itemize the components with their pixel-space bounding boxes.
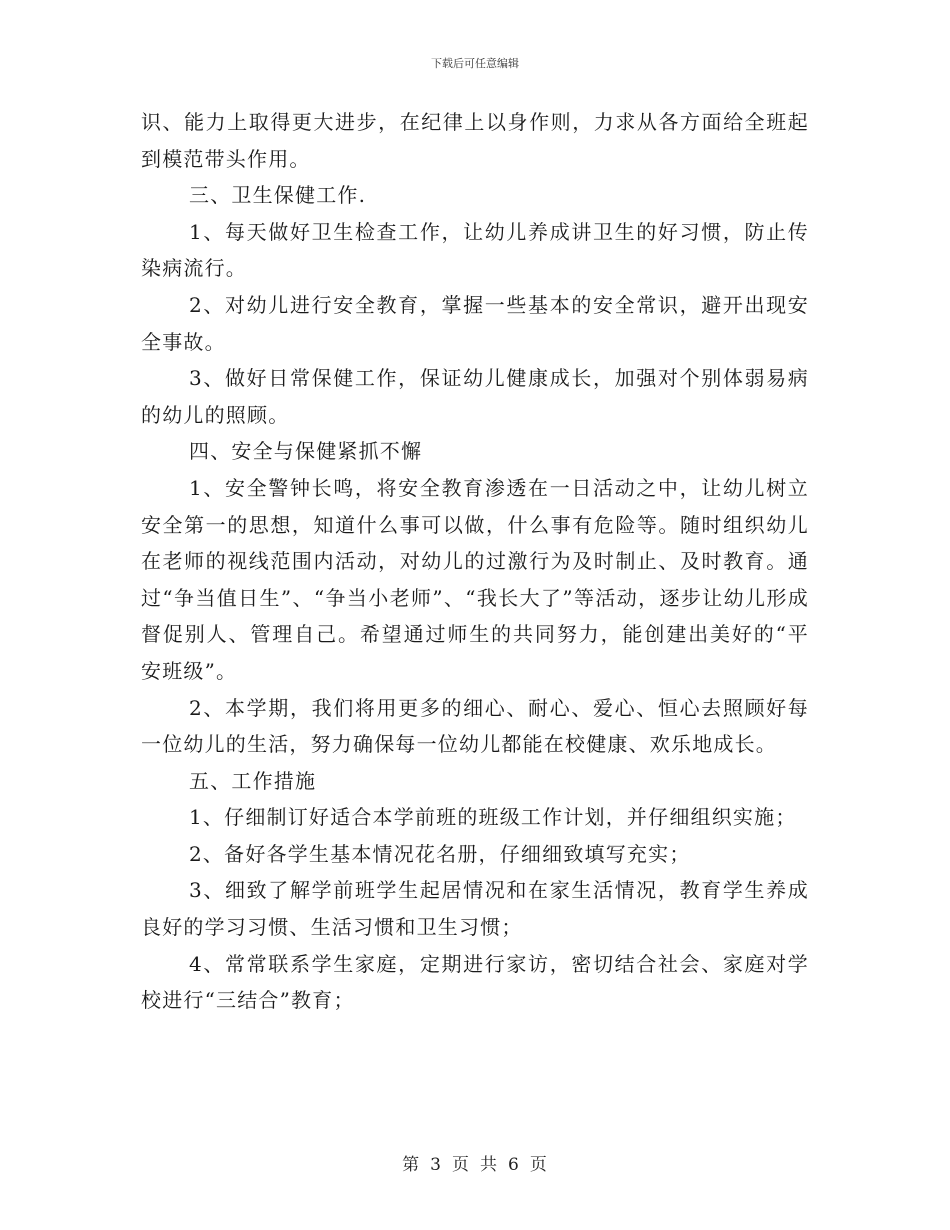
header-note: 下载后可任意编辑	[431, 57, 519, 70]
paragraph: 识、能力上取得更大进步，在纪律上以身作则，力求从各方面给全班起到模范带头作用。	[141, 110, 809, 171]
page-number: 3	[430, 1155, 442, 1175]
section-heading: 四、安全与保健紧抓不懈	[189, 439, 423, 464]
section-heading: 五、工作措施	[189, 768, 317, 793]
paragraph: 2、对幼儿进行安全教育，掌握一些基本的安全常识，避开出现安全事故。	[141, 292, 809, 354]
document-body	[141, 104, 809, 1019]
paragraph: 1、每天做好卫生检查工作，让幼儿养成讲卫生的好习惯，防止传染病流行。	[141, 219, 809, 281]
footer-total-unit: 页	[529, 1155, 548, 1175]
page-footer	[0, 1150, 950, 1175]
footer-page-unit: 页	[452, 1155, 470, 1175]
paragraph: 2、本学期，我们将用更多的细心、耐心、爱心、恒心去照顾好每一位幼儿的生活，努力确保每一位幼儿都能在校健康、欢乐地成长。	[141, 695, 809, 757]
paragraph: 4、常常联系学生家庭，定期进行家访，密切结合社会、家庭对学校进行“三结合”教育；	[141, 951, 809, 1013]
paragraph: 1、仔细制订好适合本学前班的班级工作计划，并仔细组织实施；	[189, 805, 797, 830]
total-pages: 6	[508, 1155, 520, 1175]
section-heading: 三、卫生保健工作.	[189, 183, 367, 208]
paragraph: 1、安全警钟长鸣，将安全教育渗透在一日活动之中，让幼儿树立安全第一的思想，知道什么事可以做，什么事有危险等。随时组织幼儿在老师的视线范围内活动，对幼儿的过激行为及时制止、及时教育。通过“争当值日生”、“争当小老师”、“我长大了”等活动，逐步让幼儿形成督促别人、管理自己。希望通过师生的共同努力，能创建出美好的“平安班级”。	[141, 475, 809, 683]
footer-prefix: 第	[402, 1155, 421, 1175]
paragraph: 3、细致了解学前班学生起居情况和在家生活情况，教育学生养成良好的学习习惯、生活习惯和卫生习惯；	[141, 878, 809, 940]
footer-total-prefix: 共	[480, 1155, 498, 1175]
paragraph: 3、做好日常保健工作，保证幼儿健康成长，加强对个别体弱易病的幼儿的照顾。	[141, 366, 809, 427]
paragraph: 2、备好各学生基本情况花名册，仔细细致填写充实；	[189, 841, 691, 866]
